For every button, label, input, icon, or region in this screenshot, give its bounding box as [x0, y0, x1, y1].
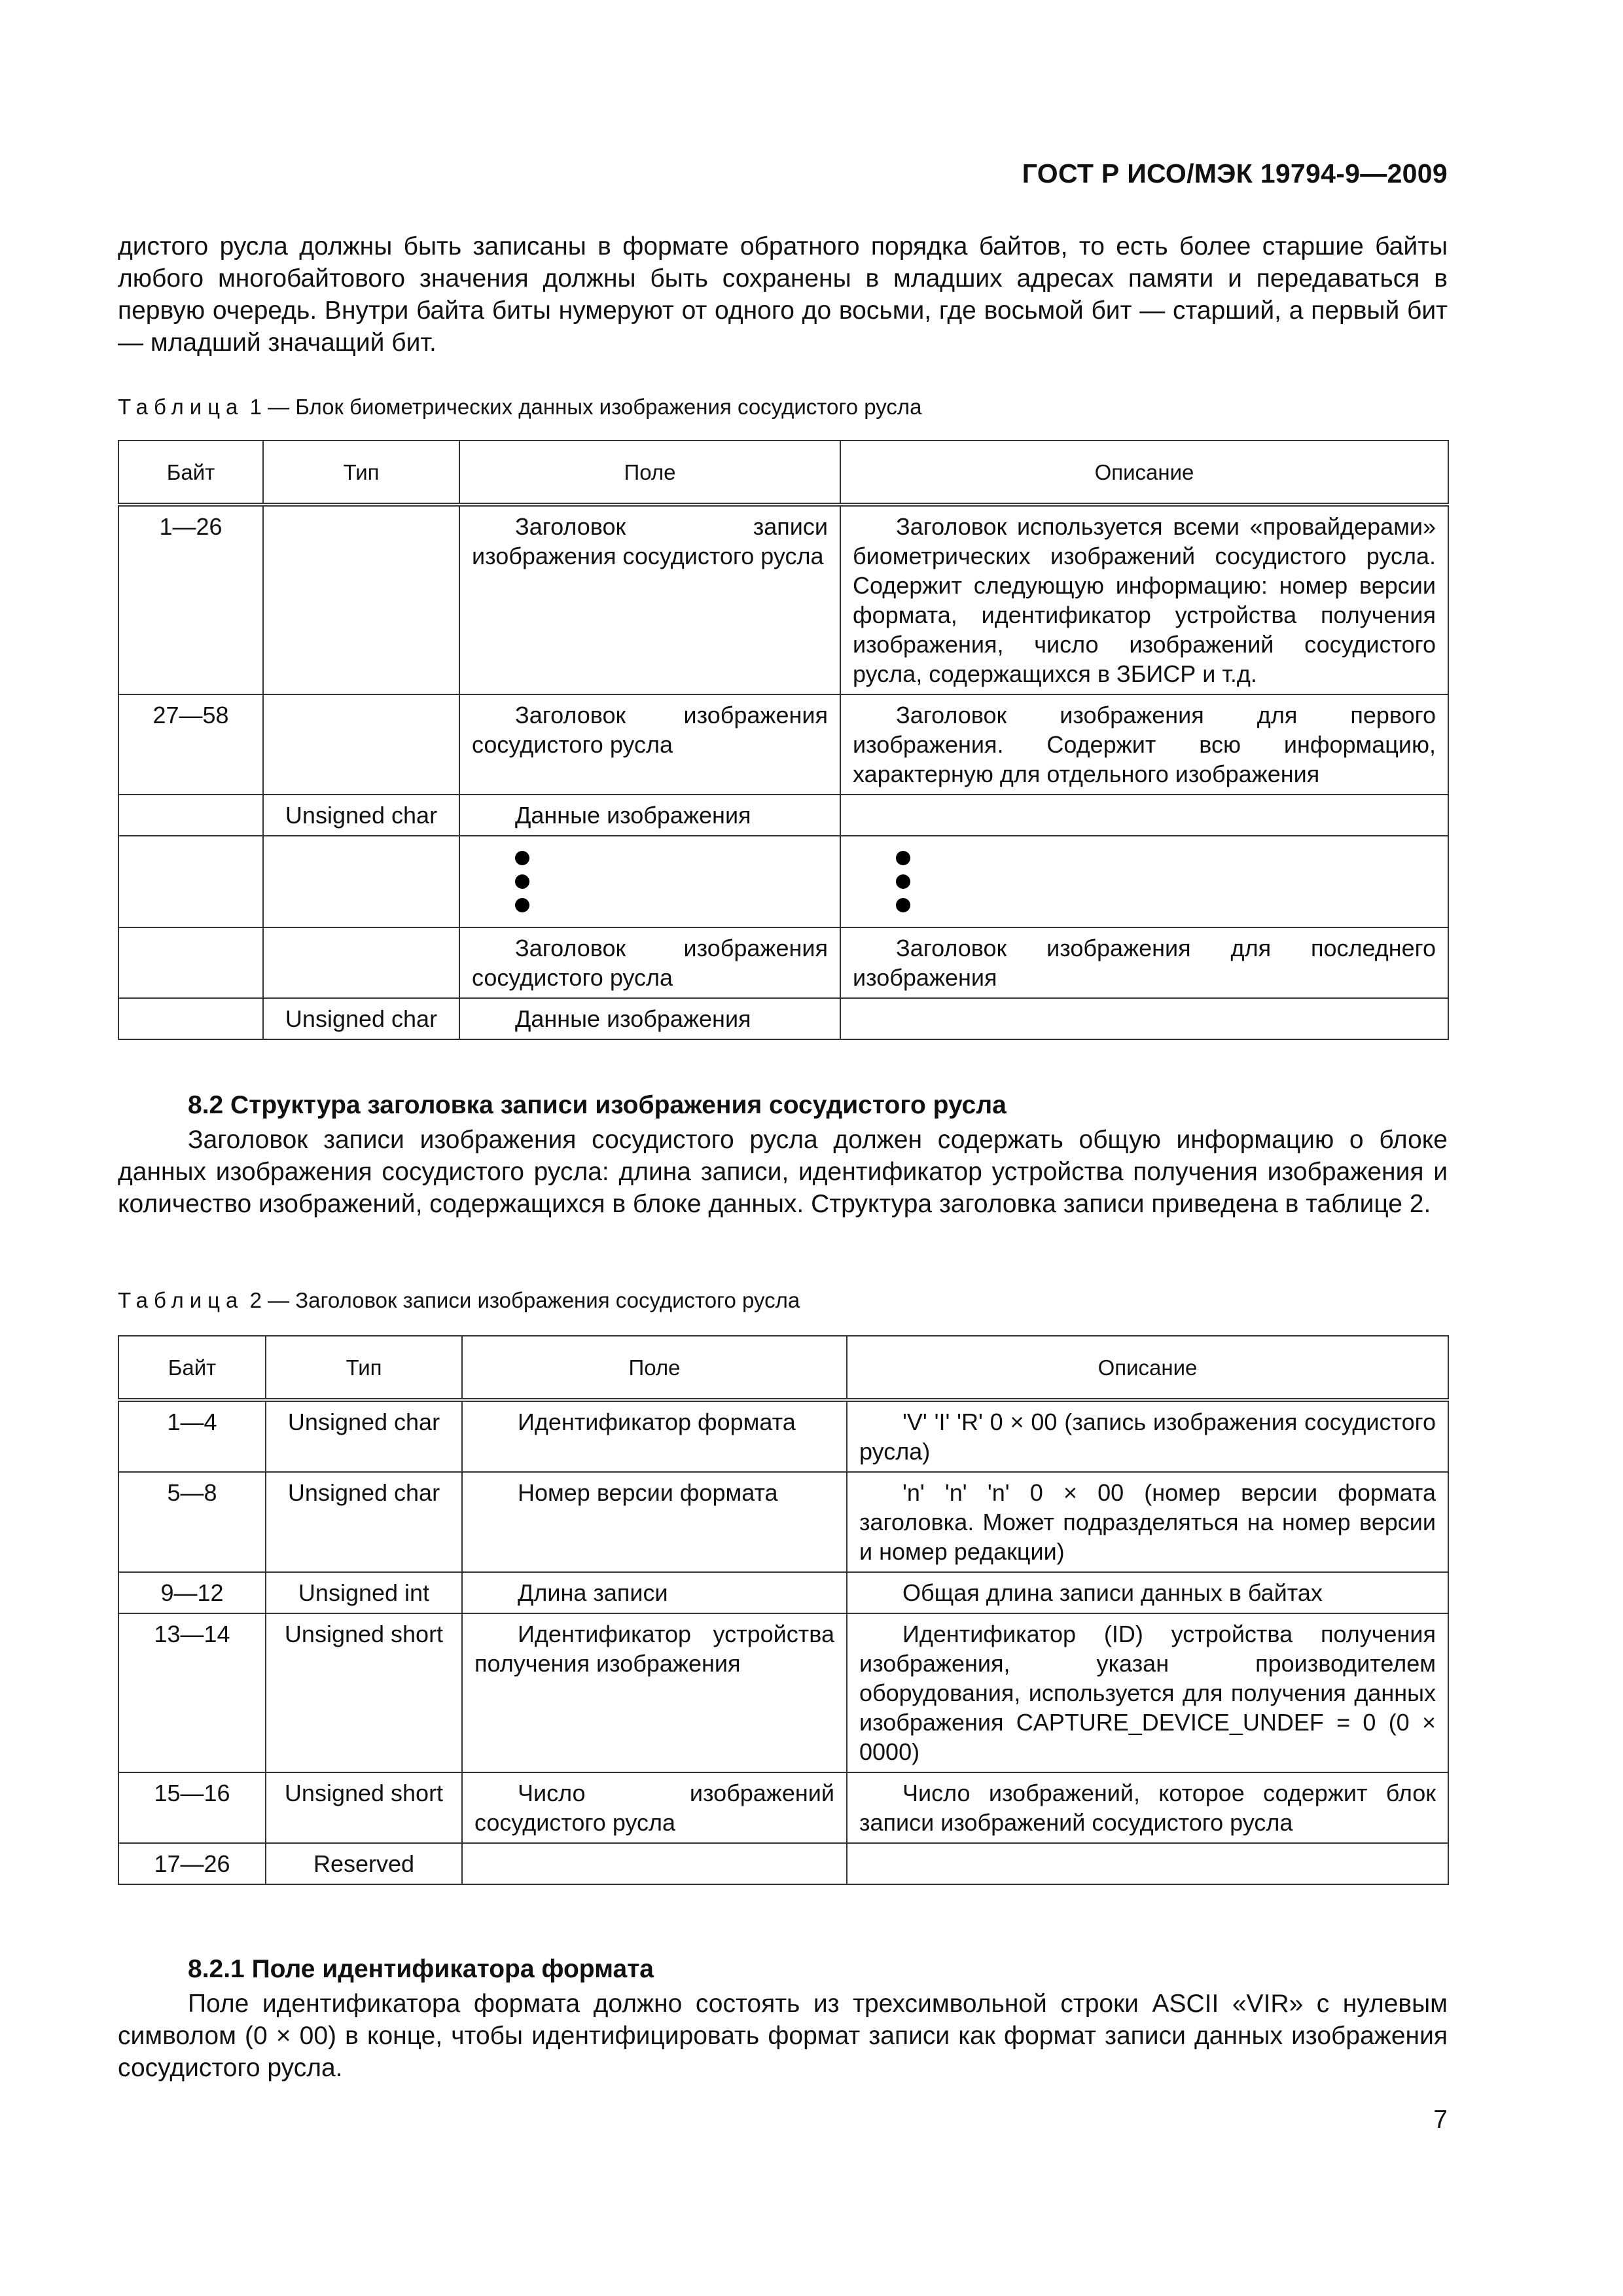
cell-type: Unsigned short	[266, 1613, 462, 1772]
section-8-2-paragraph: Заголовок записи изображения сосудистого русла должен содержать общую информацию о блоке данных изображения сосудистого русла: длина записи, идентификатор устройства получения изображения и количество изображений, содержащихся в блоке данных. Структура заголовка записи приведена в таблице 2.	[118, 1126, 1448, 1218]
cell-field: Заголовок изображения сосудистого русла	[459, 927, 840, 998]
table2-caption-label: Таблица	[118, 1288, 244, 1312]
cell-field: Данные изображения	[459, 998, 840, 1039]
cell-description: Идентификатор (ID) устройства получения изображения, указан производителем оборудования, используется для получения данных изображения CAPTURE_DEVICE_UNDEF = 0 (0 × 0000)	[847, 1613, 1448, 1772]
continuation-dots	[853, 851, 1436, 912]
cell-field: Заголовок записи изображения сосудистого русла	[459, 505, 840, 694]
cell-byte: 1—4	[118, 1400, 266, 1472]
table2	[118, 1335, 1449, 1885]
cell-byte: 15—16	[118, 1772, 266, 1843]
cell-byte: 13—14	[118, 1613, 266, 1772]
cell-description: 'n' 'n' 'n' 0 × 00 (номер версии формата заголовка. Может подразделяться на номер версии и номер редакции)	[847, 1472, 1448, 1572]
cell-type: Unsigned char	[266, 1400, 462, 1472]
table1-caption-label: Таблица	[118, 395, 244, 419]
cell-type: Unsigned short	[266, 1772, 462, 1843]
cell-description: Общая длина записи данных в байтах	[847, 1572, 1448, 1613]
cell-description: Заголовок используется всеми «провайдерами» биометрических изображений сосудистого русла. Содержит следующую информацию: номер версии формата, идентификатор устройства получения изображения, число изображений сосудистого русла, содержащихся в ЗБИСР и т.д.	[840, 505, 1448, 694]
cell-field: Длина записи	[462, 1572, 847, 1613]
cell-field: Идентификатор формата	[462, 1400, 847, 1472]
table-row	[118, 1843, 1448, 1884]
intro-paragraph: дистого русла должны быть записаны в формате обратного порядка байтов, то есть более старшие байты любого многобайтового значения должны быть сохранены в младших адресах памяти и передаваться в первую очередь. Внутри байта биты нумеруют от одного до восьми, где восьмой бит — старший, а первый бит — младший значащий бит.	[118, 232, 1448, 357]
bullet-dot	[515, 851, 529, 865]
table1	[118, 440, 1449, 1040]
cell-field: Данные изображения	[459, 795, 840, 836]
table2-header-type: Тип	[266, 1336, 462, 1400]
table2-caption-text: 2 — Заголовок записи изображения сосудистого русла	[249, 1288, 800, 1312]
bullet-dot	[896, 874, 910, 889]
cell-type: Unsigned char	[266, 1472, 462, 1572]
page-number: 7	[1433, 2106, 1448, 2134]
cell-byte: 9—12	[118, 1572, 266, 1613]
cell-field	[462, 1843, 847, 1884]
section-8-2-heading: 8.2 Структура заголовка записи изображения сосудистого русла	[188, 1091, 1007, 1119]
cell-description: Заголовок изображения для первого изображения. Содержит всю информацию, характерную для отдельного изображения	[840, 694, 1448, 795]
cell-byte	[118, 795, 263, 836]
cell-type	[263, 836, 459, 927]
cell-byte: 1—26	[118, 505, 263, 694]
cell-description	[840, 998, 1448, 1039]
table2-header-description: Описание	[847, 1336, 1448, 1400]
cell-type: Reserved	[266, 1843, 462, 1884]
cell-byte: 5—8	[118, 1472, 266, 1572]
table-row	[118, 1400, 1448, 1472]
table1-header-byte: Байт	[118, 440, 263, 505]
standard-designation: ГОСТ Р ИСО/МЭК 19794-9—2009	[1022, 158, 1448, 188]
table-row	[118, 998, 1448, 1039]
cell-byte	[118, 836, 263, 927]
cell-byte: 17—26	[118, 1843, 266, 1884]
cell-description	[847, 1843, 1448, 1884]
table-row	[118, 927, 1448, 998]
table1-caption	[118, 395, 921, 420]
bullet-dot	[896, 898, 910, 912]
bullet-dot	[896, 851, 910, 865]
cell-field-continuation	[459, 836, 840, 927]
table-row	[118, 694, 1448, 795]
cell-field: Идентификатор устройства получения изображения	[462, 1613, 847, 1772]
cell-field: Число изображений сосудистого русла	[462, 1772, 847, 1843]
table-row	[118, 795, 1448, 836]
cell-type	[263, 927, 459, 998]
cell-description: Заголовок изображения для последнего изображения	[840, 927, 1448, 998]
bullet-dot	[515, 898, 529, 912]
section-8-2-1-heading: 8.2.1 Поле идентификатора формата	[188, 1955, 654, 1983]
continuation-dots	[472, 851, 828, 912]
cell-description: Число изображений, которое содержит блок записи изображений сосудистого русла	[847, 1772, 1448, 1843]
table-row	[118, 1613, 1448, 1772]
cell-field: Номер версии формата	[462, 1472, 847, 1572]
table-row	[118, 1772, 1448, 1843]
cell-field: Заголовок изображения сосудистого русла	[459, 694, 840, 795]
section-8-2-1-paragraph: Поле идентификатора формата должно состоять из трехсимвольной строки ASCII «VIR» с нулевым символом (0 × 00) в конце, чтобы идентифицировать формат записи как формат записи данных изображения сосудистого русла.	[118, 1990, 1448, 2082]
table1-header-type: Тип	[263, 440, 459, 505]
cell-type	[263, 505, 459, 694]
cell-description: 'V' 'I' 'R' 0 × 00 (запись изображения сосудистого русла)	[847, 1400, 1448, 1472]
table2-header-byte: Байт	[118, 1336, 266, 1400]
table1-header-row	[118, 440, 1448, 505]
table1-header-field: Поле	[459, 440, 840, 505]
table-row	[118, 1472, 1448, 1572]
cell-description-continuation	[840, 836, 1448, 927]
table2-header-field: Поле	[462, 1336, 847, 1400]
bullet-dot	[515, 874, 529, 889]
table-row	[118, 505, 1448, 694]
table1-header-description: Описание	[840, 440, 1448, 505]
cell-type: Unsigned char	[263, 998, 459, 1039]
cell-description	[840, 795, 1448, 836]
cell-type	[263, 694, 459, 795]
cell-byte	[118, 998, 263, 1039]
table1-caption-text: 1 — Блок биометрических данных изображения сосудистого русла	[249, 395, 922, 419]
cell-type: Unsigned char	[263, 795, 459, 836]
table2-header-row	[118, 1336, 1448, 1400]
cell-byte: 27—58	[118, 694, 263, 795]
cell-type: Unsigned int	[266, 1572, 462, 1613]
table-row	[118, 1572, 1448, 1613]
cell-byte	[118, 927, 263, 998]
table-row-ellipsis	[118, 836, 1448, 927]
table2-caption	[118, 1288, 800, 1313]
